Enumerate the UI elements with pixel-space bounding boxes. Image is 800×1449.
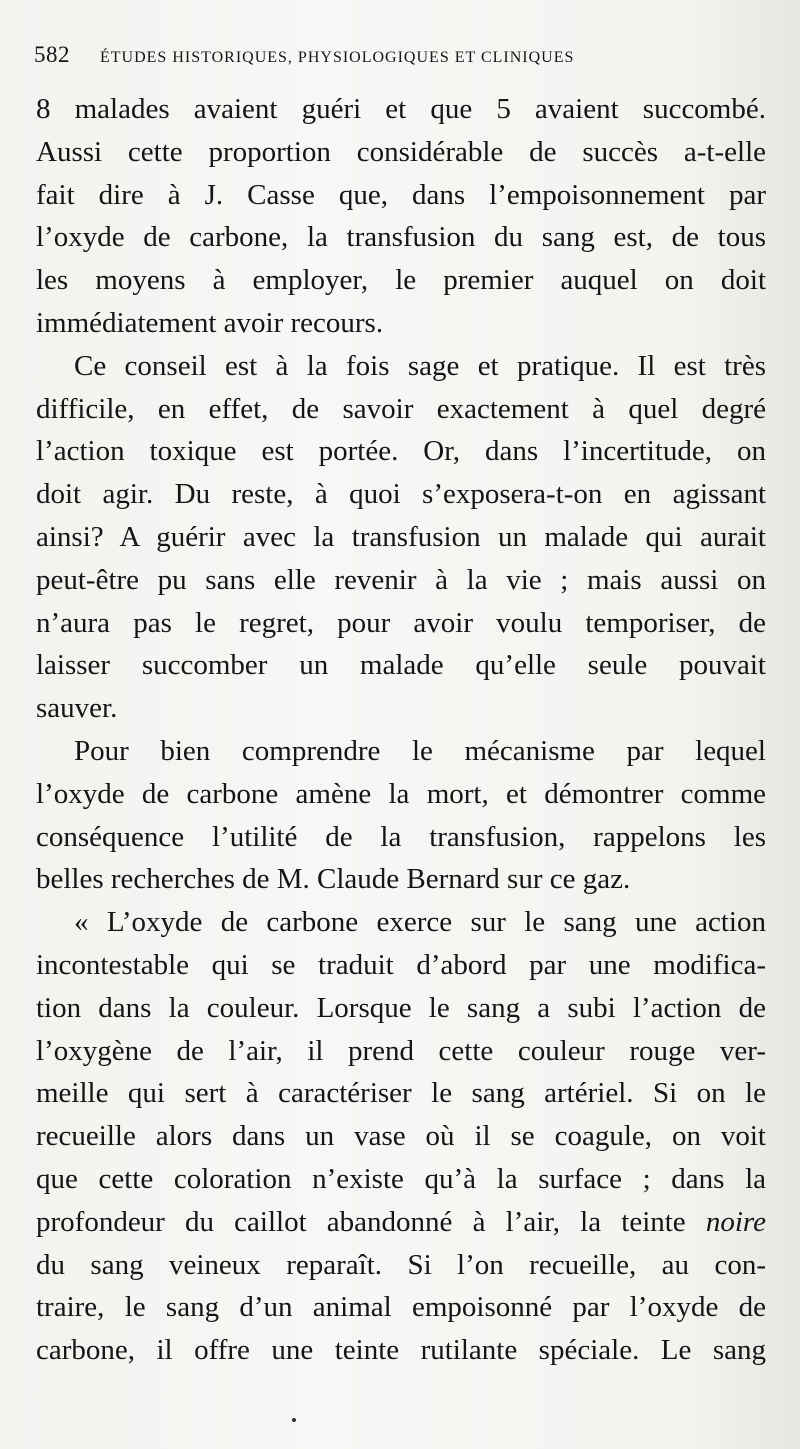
text-line-content: n’aura pas le regret, pour avoir voulu temporiser, de xyxy=(36,606,766,639)
text-line-content: l’oxyde de carbone amène la mort, et démontrer comme xyxy=(36,777,766,810)
text-line-content: doit agir. Du reste, à quoi s’exposera-t-on en agissant xyxy=(36,478,766,511)
text-line-content: Aussi cette proportion considérable de succès a-t-elle xyxy=(36,135,766,168)
text-line xyxy=(36,944,766,987)
page-header xyxy=(34,42,774,78)
text-line xyxy=(36,687,766,730)
text-line-content: du sang veineux reparaît. Si l’on recueille, au con- xyxy=(36,1248,766,1281)
text-line xyxy=(36,773,766,816)
text-line-content: conséquence l’utilité de la transfusion, rappelons les xyxy=(36,820,766,853)
body-text xyxy=(36,88,766,1372)
text-line-content: laisser succomber un malade qu’elle seule pouvait xyxy=(36,649,766,682)
text-line-content: l’oxygène de l’air, il prend cette couleur rouge ver- xyxy=(36,1034,766,1067)
text-line xyxy=(36,388,766,431)
text-line xyxy=(36,174,766,217)
text-line-content: ainsi? A guérir avec la transfusion un malade qui aurait xyxy=(36,520,766,553)
text-line xyxy=(36,1244,766,1287)
italic-word: noire xyxy=(705,1205,766,1238)
text-line-content: l’oxyde de carbone, la transfusion du sang est, de tous xyxy=(36,221,766,254)
text-line xyxy=(36,1286,766,1329)
text-line-content: tion dans la couleur. Lorsque le sang a subi l’action de xyxy=(36,991,766,1024)
text-line xyxy=(36,1072,766,1115)
text-line-content: Pour bien comprendre le mécanisme par lequel xyxy=(74,734,766,767)
text-line xyxy=(36,345,766,388)
text-line-content: recueille alors dans un vase où il se coagule, on voit xyxy=(36,1120,766,1153)
text-line xyxy=(36,131,766,174)
text-line-content: belles recherches de M. Claude Bernard sur ce gaz. xyxy=(36,863,631,896)
text-line-content: Ce conseil est à la fois sage et pratique. Il est très xyxy=(74,349,766,382)
text-line-content: 8 malades avaient guéri et que 5 avaient succombé. xyxy=(36,93,766,125)
text-line xyxy=(36,858,766,901)
text-line xyxy=(36,644,766,687)
text-line xyxy=(36,88,766,131)
text-line xyxy=(36,1030,766,1073)
text-line xyxy=(36,216,766,259)
text-line xyxy=(36,901,766,944)
text-line-content: « L’oxyde de carbone exerce sur le sang une action xyxy=(74,906,766,939)
text-line-content: l’action toxique est portée. Or, dans l’incertitude, on xyxy=(36,435,766,468)
text-line xyxy=(36,259,766,302)
text-line xyxy=(36,559,766,602)
text-line-content: carbone, il offre une teinte rutilante spéciale. Le sang xyxy=(36,1334,766,1367)
text-line xyxy=(36,1329,766,1372)
text-line-content: sauver. xyxy=(36,692,118,725)
text-line xyxy=(36,730,766,773)
text-line xyxy=(36,1158,766,1201)
text-line xyxy=(36,816,766,859)
text-line xyxy=(36,1201,766,1244)
text-line-content: immédiatement avoir recours. xyxy=(36,306,384,339)
text-line xyxy=(36,473,766,516)
text-line-content: peut-être pu sans elle revenir à la vie ; mais aussi on xyxy=(36,563,766,596)
text-line xyxy=(36,430,766,473)
text-line xyxy=(36,987,766,1030)
text-line-content: les moyens à employer, le premier auquel on doit xyxy=(36,264,766,297)
text-line-content: fait dire à J. Casse que, dans l’empoisonnement par xyxy=(36,178,766,211)
running-head: ÉTUDES HISTORIQUES, PHYSIOLOGIQUES ET CLINIQUES xyxy=(100,49,575,66)
text-line xyxy=(36,302,766,345)
text-line-content: profondeur du caillot abandonné à l’air, la teinte xyxy=(36,1205,686,1238)
text-line-content: incontestable qui se traduit d’abord par une modifica- xyxy=(36,948,766,981)
text-line-content: que cette coloration n’existe qu’à la surface ; dans la xyxy=(36,1162,766,1195)
text-line-content: traire, le sang d’un animal empoisonné par l’oxyde de xyxy=(36,1291,766,1324)
text-line xyxy=(36,602,766,645)
page-number: 582 xyxy=(34,42,70,67)
text-line-content: difficile, en effet, de savoir exactement à quel degré xyxy=(36,392,766,425)
text-line xyxy=(36,516,766,559)
text-line xyxy=(36,1115,766,1158)
text-line-content: meille qui sert à caractériser le sang artériel. Si on le xyxy=(36,1077,766,1110)
ink-speck xyxy=(292,1418,296,1422)
